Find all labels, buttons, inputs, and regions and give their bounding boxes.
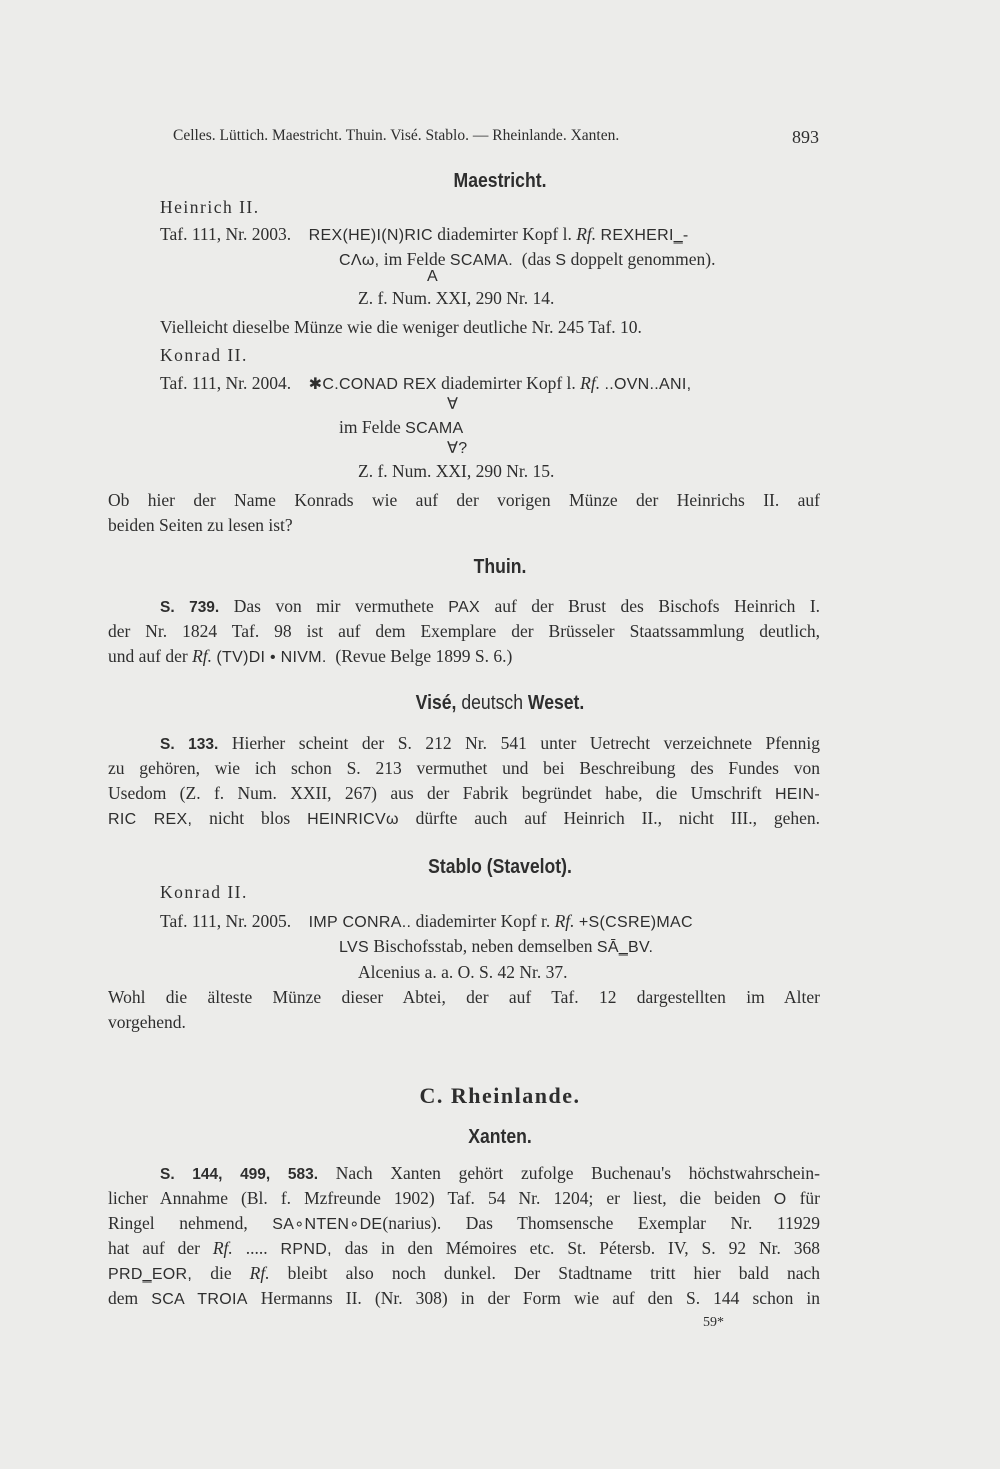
paragraph-line	[108, 595, 820, 619]
heading-part: Weset.	[527, 692, 585, 714]
paragraph-line	[108, 1212, 820, 1236]
text-fragment: das in den Mémoires etc. St. Pétersb. IV, S. 92 Nr. 368	[344, 1238, 821, 1258]
heading-part: deutsch	[461, 692, 524, 714]
text-fragment: Nach Xanten gehört zufolge Buchenau's höchstwahrschein-	[335, 1163, 820, 1183]
obverse-legend: REX(HE)I(N)RIC	[308, 227, 433, 244]
text-fragment: Bischofsstab, neben demselben	[373, 936, 593, 956]
text-fragment: im Felde	[383, 249, 446, 269]
reverse-abbrev: Rf.	[212, 1238, 233, 1258]
page-reference: S. 133.	[160, 736, 219, 753]
paragraph-line	[108, 732, 820, 756]
reverse-abbrev: Rf.	[192, 646, 213, 666]
entry-2003-line-2	[339, 248, 716, 272]
paragraph-line	[108, 1187, 820, 1211]
field-legend: SCAMA.	[449, 252, 514, 269]
legend: RIC REX,	[108, 811, 193, 828]
legend: RPND,	[280, 1241, 332, 1258]
paragraph-line: der Nr. 1824 Taf. 98 ist auf dem Exemplare der Brüsseler Staatssammlung deutlich,	[108, 621, 820, 641]
legend: HEINRICVω	[307, 811, 399, 828]
ruler-konrad-ii: Konrad II.	[160, 345, 248, 365]
text-fragment: (Revue Belge 1899 S. 6.)	[335, 646, 513, 666]
legend: SA∘NTEN∘DE	[272, 1216, 383, 1233]
section-heading-thuin: Thuin.	[473, 556, 527, 578]
reverse-abbrev: Rf.	[580, 373, 601, 393]
text-fragment: die	[210, 1263, 232, 1283]
text-fragment: (narius). Das Thomsensche Exemplar Nr. 11929	[382, 1213, 820, 1233]
plate-reference: Taf. 111, Nr. 2004.	[160, 373, 292, 393]
text-fragment: .....	[245, 1238, 268, 1258]
note-line: Vielleicht dieselbe Münze wie die weniger deutliche Nr. 245 Taf. 10.	[160, 317, 642, 337]
citation: Alcenius a. a. O. S. 42 Nr. 37.	[358, 962, 568, 982]
obverse-legend: ✱C.CONAD REX	[308, 376, 437, 393]
obverse-legend: IMP CONRA..	[308, 914, 412, 931]
legend-fragment: CΛω,	[339, 252, 380, 269]
letter-o: O	[773, 1191, 787, 1208]
section-heading-stablo: Stablo (Stavelot).	[428, 856, 572, 878]
text-fragment: Das von mir vermuthete	[233, 596, 434, 616]
reverse-abbrev: Rf.	[554, 911, 575, 931]
text-fragment: hat auf der	[108, 1238, 200, 1258]
entry-2005-line-1	[160, 910, 693, 934]
citation: Z. f. Num. XXI, 290 Nr. 15.	[358, 461, 555, 481]
obverse-description: diademirter Kopf r.	[415, 911, 551, 931]
running-title: Celles. Lüttich. Maestricht. Thuin. Visé. Stablo. — Rheinlande. Xanten.	[173, 127, 620, 144]
obverse-description: diademirter Kopf l.	[437, 224, 572, 244]
legend-pax: PAX	[448, 599, 480, 616]
field-letter-a: A	[427, 268, 438, 285]
text-fragment: und auf der	[108, 646, 188, 666]
text-fragment: auf der Brust des Bischofs Heinrich I.	[494, 596, 821, 616]
text-fragment: Usedom (Z. f. Num. XXII, 267) aus der Fabrik begründet habe, die Umschrift	[108, 783, 762, 803]
field-line	[339, 416, 464, 440]
paragraph-line: vorgehend.	[108, 1012, 186, 1032]
paragraph-line	[108, 807, 820, 831]
section-heading-maestricht: Maestricht.	[453, 170, 547, 192]
obverse-description: diademirter Kopf l.	[441, 373, 576, 393]
legend: SĀ‗BV.	[596, 939, 654, 956]
paragraph-line	[108, 1162, 820, 1186]
field-legend: SCAMA	[405, 420, 464, 437]
text-fragment: im Felde	[339, 417, 401, 437]
text-fragment: bleibt also noch dunkel. Der Stadtname tritt hier bald nach	[287, 1263, 820, 1283]
signature-mark: 59*	[703, 1315, 724, 1330]
reverse-legend: REXHERI‗-	[600, 227, 689, 244]
paragraph-line	[108, 1237, 820, 1261]
citation: Z. f. Num. XXI, 290 Nr. 14.	[358, 288, 555, 308]
text-fragment: nicht III., gehen.	[678, 808, 821, 828]
text-fragment: Hermanns II. (Nr. 308) in der Form wie auf den S. 144 schon in	[260, 1288, 821, 1308]
paragraph-line	[108, 1262, 820, 1286]
entry-2005-line-2	[339, 935, 653, 959]
paragraph-line: zu gehören, wie ich schon S. 213 vermuthet und bei Beschreibung des Fundes von	[108, 758, 820, 778]
paragraph-line: beiden Seiten zu lesen ist?	[108, 515, 293, 535]
ruler-heinrich-ii: Heinrich II.	[160, 197, 260, 217]
text-fragment: doppelt genommen).	[570, 249, 716, 269]
legend: SCA TROIA	[151, 1291, 248, 1308]
text-fragment: für	[799, 1188, 820, 1208]
text-fragment: licher Annahme (Bl. f. Mzfreunde 1902) Taf. 54 Nr. 1204; er liest, die beiden	[108, 1188, 761, 1208]
section-heading-vise	[60, 692, 940, 715]
reverse-legend: ..OVN..ANI,	[604, 376, 692, 393]
paragraph-line: Wohl die älteste Münze dieser Abtei, der auf Taf. 12 dargestellten im Alter	[108, 987, 820, 1007]
paragraph-line	[108, 782, 820, 806]
section-heading-xanten: Xanten.	[468, 1126, 532, 1148]
legend: PRD‗EOR,	[108, 1266, 193, 1283]
legend: HEIN-	[774, 786, 820, 803]
page-number: 893	[792, 127, 819, 147]
plate-reference: Taf. 111, Nr. 2003.	[160, 224, 292, 244]
field-letter-v-bottom: ∀?	[447, 440, 468, 457]
paragraph-line	[108, 1287, 820, 1311]
text-fragment: (das	[521, 249, 551, 269]
paragraph-line	[108, 645, 512, 669]
field-letter-v-top: ∀	[447, 396, 459, 413]
plate-reference: Taf. 111, Nr. 2005.	[160, 911, 292, 931]
reverse-abbrev: Rf.	[249, 1263, 270, 1283]
reverse-abbrev: Rf.	[576, 224, 597, 244]
page-reference: S. 144, 499, 583.	[160, 1166, 319, 1183]
text-fragment: nicht blos	[209, 808, 291, 828]
text-fragment: Ringel nehmend,	[108, 1213, 248, 1233]
text-fragment: dem	[108, 1288, 139, 1308]
page-reference: S. 739.	[160, 599, 220, 616]
ruler-konrad-ii: Konrad II.	[160, 882, 248, 902]
entry-2003-line-1	[160, 223, 689, 247]
text-fragment: Hierher scheint der S. 212 Nr. 541 unter Uetrecht verzeichnete Pfennig	[231, 733, 820, 753]
chapter-heading-rheinlande: C. Rheinlande.	[419, 1083, 581, 1108]
text-fragment: dürfte auch auf	[415, 808, 547, 828]
text-fragment: Heinrich II.,	[563, 808, 662, 828]
heading-part: Visé,	[415, 692, 457, 714]
entry-2004-line-1	[160, 372, 691, 396]
legend: (TV)DI • NIVM.	[216, 649, 327, 666]
paragraph-line: Ob hier der Name Konrads wie auf der vorigen Münze der Heinrichs II. auf	[108, 490, 820, 510]
letter-s: S	[555, 252, 567, 269]
legend: LVS	[339, 939, 369, 956]
reverse-legend: +S(CSRE)MAC	[578, 914, 693, 931]
